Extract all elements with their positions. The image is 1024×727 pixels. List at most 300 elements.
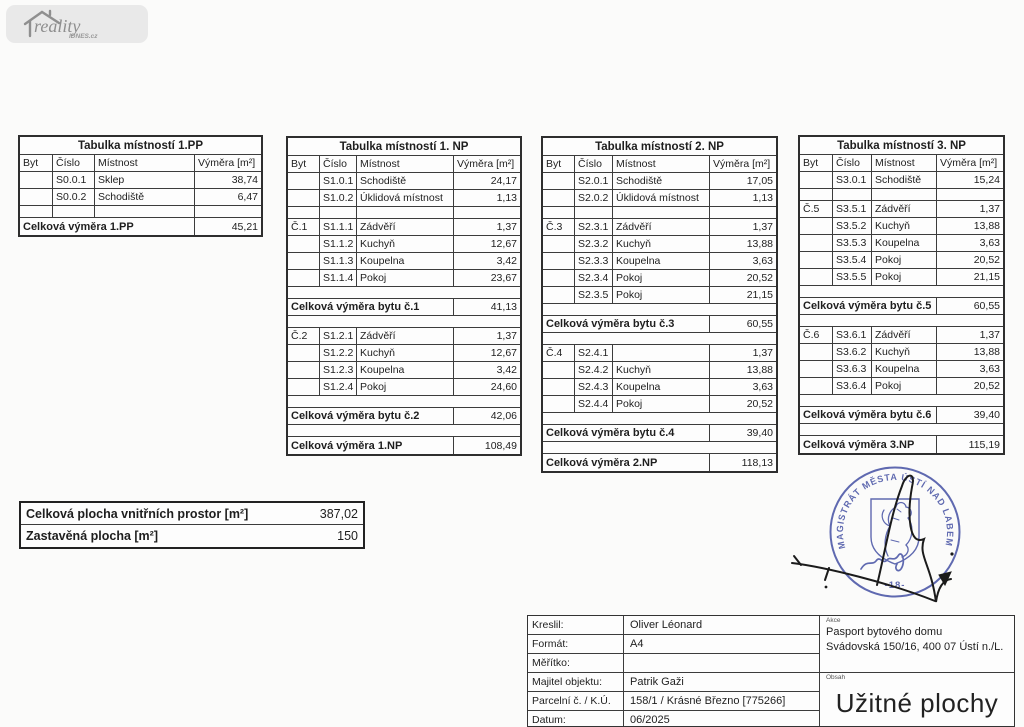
cell-mistnost xyxy=(872,189,937,200)
cell-cislo: S3.6.1 xyxy=(833,327,872,343)
col-header-vymera: Výměra [m²] xyxy=(713,158,771,170)
cell-byt xyxy=(800,235,833,251)
cell-cislo: S2.4.2 xyxy=(575,362,613,378)
field-row xyxy=(528,673,819,692)
cell-cislo: S1.2.4 xyxy=(320,379,357,395)
cell-vymera xyxy=(710,207,776,218)
cell-mistnost: Koupelna xyxy=(613,379,710,395)
cell-vymera: 13,88 xyxy=(973,220,1000,232)
table-title-row xyxy=(20,137,261,155)
table-title-row xyxy=(543,138,776,156)
footer-row xyxy=(543,316,776,333)
cell-cislo: S1.2.1 xyxy=(320,328,357,344)
col-header-mistnost: Místnost xyxy=(95,155,195,171)
cell-vymera: 21,15 xyxy=(973,271,1000,283)
logo-subtext: IDNES.cz xyxy=(69,33,98,40)
room-row xyxy=(543,236,776,253)
cell-byt xyxy=(20,206,53,217)
cell-mistnost: Koupelna xyxy=(613,253,710,269)
table-title: Tabulka místností 2. NP xyxy=(595,140,724,153)
cell-cislo: S1.0.1 xyxy=(320,173,357,189)
cell-cislo: S1.1.1 xyxy=(320,219,357,235)
cell-mistnost: Schodiště xyxy=(357,173,454,189)
col-header-mistnost: Místnost xyxy=(872,155,937,171)
room-row xyxy=(288,345,520,362)
cell-mistnost: Koupelna xyxy=(872,361,937,377)
cell-byt xyxy=(800,344,833,360)
col-header-cislo: Číslo xyxy=(320,156,357,172)
cell-cislo: S3.5.4 xyxy=(833,252,872,268)
logo-graphic xyxy=(17,8,137,40)
cell-byt: Č.2 xyxy=(288,328,320,344)
cell-mistnost: Schodiště xyxy=(613,173,710,189)
field-label: Majitel objektu: xyxy=(528,673,624,691)
summary-table xyxy=(19,501,365,549)
stamp-ring-text: MAGISTRÁT MĚSTA ÚSTÍ NAD LABEM xyxy=(834,472,956,550)
spacer-row xyxy=(288,396,520,408)
spacer-cell xyxy=(288,425,520,436)
col-header-mistnost: Místnost xyxy=(613,156,710,172)
col-header-cislo: Číslo xyxy=(833,155,872,171)
cell-byt: Č.4 xyxy=(543,345,575,361)
cell-mistnost: Pokoj xyxy=(613,287,710,303)
cell-cislo: S1.1.4 xyxy=(320,270,357,286)
cell-cislo: S3.5.5 xyxy=(833,269,872,285)
project-section xyxy=(820,616,1014,673)
cell-mistnost xyxy=(613,207,710,218)
cell-byt xyxy=(288,345,320,361)
cell-byt xyxy=(288,362,320,378)
field-label: Formát: xyxy=(528,635,624,653)
cell-mistnost: Pokoj xyxy=(357,270,454,286)
room-row xyxy=(543,270,776,287)
spacer-cell xyxy=(288,287,520,298)
empty-row xyxy=(543,207,776,219)
room-row xyxy=(800,327,1003,344)
cell-mistnost: Koupelna xyxy=(357,253,454,269)
col-header-byt: Byt xyxy=(543,156,575,172)
cell-byt: Č.6 xyxy=(800,327,833,343)
col-header-cislo: Číslo xyxy=(575,156,613,172)
cell-mistnost: Schodiště xyxy=(872,172,937,188)
spacer-cell xyxy=(288,316,520,327)
footer-label: Celková výměra bytu č.1 xyxy=(288,299,454,315)
cell-mistnost: Koupelna xyxy=(357,362,454,378)
footer-value: 41,13 xyxy=(490,301,517,313)
room-row xyxy=(800,172,1003,189)
cell-mistnost: Kuchyň xyxy=(357,345,454,361)
cell-cislo: S2.3.4 xyxy=(575,270,613,286)
cell-vymera: 6,47 xyxy=(237,191,258,203)
cell-byt xyxy=(543,270,575,286)
cell-mistnost: Pokoj xyxy=(872,378,937,394)
content-title: Užitné plochy xyxy=(835,688,999,718)
footer-label: Celková výměra bytu č.6 xyxy=(800,407,937,423)
cell-cislo xyxy=(53,206,95,217)
floor-table-1pp xyxy=(18,135,263,237)
cell-vymera xyxy=(195,206,261,217)
cell-byt: Č.1 xyxy=(288,219,320,235)
footer-value: 108,49 xyxy=(484,439,517,452)
cell-vymera: 1,37 xyxy=(752,347,773,359)
room-row xyxy=(288,270,520,287)
cell-cislo: S0.0.2 xyxy=(53,189,95,205)
cell-mistnost: Zádvěří xyxy=(872,201,937,217)
field-value: Patrik Gaži xyxy=(630,676,684,688)
cell-byt xyxy=(288,379,320,395)
cell-cislo: S1.1.3 xyxy=(320,253,357,269)
cell-vymera: 3,63 xyxy=(752,255,773,267)
spacer-row xyxy=(543,413,776,425)
title-block xyxy=(527,615,1015,727)
spacer-row xyxy=(288,287,520,299)
spacer-row xyxy=(288,425,520,437)
room-row xyxy=(800,269,1003,286)
cell-mistnost: Sklep xyxy=(95,172,195,188)
summary-row xyxy=(21,503,363,525)
cell-cislo: S3.5.3 xyxy=(833,235,872,251)
spacer-row xyxy=(543,304,776,316)
room-row xyxy=(288,173,520,190)
field-label: Kreslil: xyxy=(528,616,624,634)
field-label: Datum: xyxy=(528,711,624,727)
room-row xyxy=(543,396,776,413)
footer-label: Celková výměra bytu č.4 xyxy=(543,425,710,441)
cell-cislo: S3.0.1 xyxy=(833,172,872,188)
cell-byt xyxy=(288,173,320,189)
cell-vymera: 17,05 xyxy=(746,175,773,187)
spacer-cell xyxy=(543,333,776,344)
room-row xyxy=(543,219,776,236)
room-row xyxy=(800,252,1003,269)
room-row xyxy=(800,235,1003,252)
room-row xyxy=(288,190,520,207)
footer-row xyxy=(288,408,520,425)
summary-label: Zastavěná plocha [m²] xyxy=(26,529,158,543)
cell-vymera: 1,37 xyxy=(496,330,517,342)
cell-mistnost: Pokoj xyxy=(357,379,454,395)
cell-vymera: 15,24 xyxy=(973,174,1000,186)
cell-byt xyxy=(543,287,575,303)
cell-cislo xyxy=(833,189,872,200)
room-row xyxy=(800,201,1003,218)
cell-byt xyxy=(543,207,575,218)
table-title: Tabulka místností 1.PP xyxy=(77,139,204,152)
cell-byt xyxy=(543,396,575,412)
room-row xyxy=(543,173,776,190)
cell-cislo: S2.4.4 xyxy=(575,396,613,412)
cell-vymera: 20,52 xyxy=(973,380,1000,392)
room-row xyxy=(543,287,776,304)
room-row xyxy=(543,362,776,379)
cell-byt xyxy=(800,172,833,188)
footer-row xyxy=(20,218,261,235)
cell-byt xyxy=(543,362,575,378)
cell-byt xyxy=(288,270,320,286)
col-header-byt: Byt xyxy=(20,155,53,171)
cell-mistnost: Kuchyň xyxy=(872,344,937,360)
akce-label: Akce xyxy=(826,617,841,624)
cell-byt xyxy=(543,253,575,269)
title-block-fields xyxy=(528,616,819,726)
cell-cislo: S2.0.2 xyxy=(575,190,613,206)
spacer-cell xyxy=(543,413,776,424)
cell-vymera: 23,67 xyxy=(490,272,517,284)
field-label: Měřítko: xyxy=(528,654,624,672)
spacer-row xyxy=(543,333,776,345)
cell-vymera: 3,63 xyxy=(979,363,1000,375)
cell-mistnost xyxy=(613,345,710,361)
official-stamp xyxy=(785,452,1015,617)
field-row xyxy=(528,616,819,635)
room-row xyxy=(288,253,520,270)
cell-mistnost: Koupelna xyxy=(872,235,937,251)
spacer-row xyxy=(800,395,1003,407)
cell-vymera: 1,13 xyxy=(752,192,773,204)
table-header-row xyxy=(543,156,776,173)
stamp-number: -18- xyxy=(884,580,906,591)
cell-vymera: 13,88 xyxy=(973,346,1000,358)
table-header-row xyxy=(20,155,261,172)
cell-vymera: 3,42 xyxy=(496,364,517,376)
spacer-row xyxy=(288,316,520,328)
spacer-row xyxy=(800,424,1003,436)
footer-row xyxy=(543,454,776,471)
room-row xyxy=(288,362,520,379)
cell-cislo: S3.6.3 xyxy=(833,361,872,377)
cell-mistnost: Schodiště xyxy=(95,189,195,205)
footer-value: 39,40 xyxy=(973,409,1000,421)
cell-cislo: S3.6.4 xyxy=(833,378,872,394)
footer-value: 60,55 xyxy=(973,300,1000,312)
footer-label: Celková výměra 3.NP xyxy=(800,436,937,453)
cell-byt xyxy=(800,218,833,234)
cell-byt xyxy=(543,236,575,252)
cell-mistnost: Kuchyň xyxy=(357,236,454,252)
footer-label: Celková výměra bytu č.5 xyxy=(800,298,937,314)
cell-vymera: 3,63 xyxy=(752,381,773,393)
cell-byt xyxy=(20,172,53,188)
cell-cislo: S1.1.2 xyxy=(320,236,357,252)
room-row xyxy=(543,345,776,362)
field-value xyxy=(624,654,819,672)
cell-vymera: 1,37 xyxy=(979,203,1000,215)
footer-row xyxy=(800,407,1003,424)
empty-row xyxy=(20,206,261,218)
footer-value: 115,19 xyxy=(968,438,1000,451)
cell-cislo: S2.0.1 xyxy=(575,173,613,189)
footer-row xyxy=(288,437,520,454)
col-header-mistnost: Místnost xyxy=(357,156,454,172)
cell-cislo: S3.5.2 xyxy=(833,218,872,234)
room-row xyxy=(288,219,520,236)
spacer-row xyxy=(800,315,1003,327)
spacer-cell xyxy=(800,315,1003,326)
cell-cislo: S2.3.5 xyxy=(575,287,613,303)
cell-vymera: 3,63 xyxy=(979,237,1000,249)
col-header-cislo: Číslo xyxy=(53,155,95,171)
footer-label: Celková výměra bytu č.2 xyxy=(288,408,454,424)
cell-byt xyxy=(800,378,833,394)
cell-mistnost: Pokoj xyxy=(613,270,710,286)
cell-byt xyxy=(288,236,320,252)
room-row xyxy=(543,253,776,270)
cell-byt xyxy=(20,189,53,205)
col-header-vymera: Výměra [m²] xyxy=(940,157,998,169)
cell-vymera: 20,52 xyxy=(973,254,1000,266)
cell-byt xyxy=(800,269,833,285)
room-row xyxy=(20,172,261,189)
cell-vymera xyxy=(454,207,520,218)
cell-cislo: S3.5.1 xyxy=(833,201,872,217)
spacer-row xyxy=(543,442,776,454)
title-block-right xyxy=(819,616,1014,726)
cell-vymera: 1,37 xyxy=(496,221,517,233)
col-header-byt: Byt xyxy=(800,155,833,171)
cell-byt xyxy=(543,379,575,395)
cell-mistnost: Pokoj xyxy=(872,269,937,285)
floor-table-1np xyxy=(286,136,522,456)
cell-mistnost: Kuchyň xyxy=(613,362,710,378)
cell-mistnost: Kuchyň xyxy=(613,236,710,252)
table-title: Tabulka místností 3. NP xyxy=(837,139,966,152)
table-title: Tabulka místností 1. NP xyxy=(339,140,469,153)
footer-value: 39,40 xyxy=(746,427,773,439)
cell-mistnost: Kuchyň xyxy=(872,218,937,234)
footer-label: Celková výměra bytu č.3 xyxy=(543,316,710,332)
footer-value: 45,21 xyxy=(231,220,258,233)
spacer-cell xyxy=(800,424,1003,435)
cell-cislo: S2.3.1 xyxy=(575,219,613,235)
cell-vymera: 1,37 xyxy=(752,221,773,233)
spacer-row xyxy=(800,286,1003,298)
cell-cislo: S2.3.2 xyxy=(575,236,613,252)
cell-byt: Č.5 xyxy=(800,201,833,217)
cell-vymera: 38,74 xyxy=(231,174,258,186)
cell-byt xyxy=(288,253,320,269)
cell-vymera: 24,60 xyxy=(490,381,517,393)
cell-cislo: S2.4.1 xyxy=(575,345,613,361)
empty-row xyxy=(288,207,520,219)
spacer-cell xyxy=(543,304,776,315)
footer-row xyxy=(543,425,776,442)
room-row xyxy=(800,378,1003,395)
cell-cislo: S2.3.3 xyxy=(575,253,613,269)
cell-vymera: 3,42 xyxy=(496,255,517,267)
footer-value: 60,55 xyxy=(746,318,773,330)
field-row xyxy=(528,635,819,654)
cell-cislo: S1.2.2 xyxy=(320,345,357,361)
col-header-vymera: Výměra [m²] xyxy=(198,157,256,169)
cell-vymera: 1,37 xyxy=(979,329,1000,341)
cell-byt xyxy=(543,190,575,206)
logo-text: reality xyxy=(34,16,81,36)
cell-vymera: 13,88 xyxy=(746,238,773,250)
summary-value: 387,02 xyxy=(319,506,358,521)
spacer-cell xyxy=(288,396,520,407)
table-header-row xyxy=(800,155,1003,172)
cell-cislo: S0.0.1 xyxy=(53,172,95,188)
cell-mistnost: Zádvěří xyxy=(613,219,710,235)
field-label: Parcelní č. / K.Ú. xyxy=(528,692,624,710)
cell-vymera: 21,15 xyxy=(746,289,773,301)
room-row xyxy=(288,379,520,396)
field-value: 158/1 / Krásné Březno [775266] xyxy=(630,695,786,707)
cell-byt xyxy=(543,173,575,189)
table-title-row xyxy=(288,138,520,156)
cell-byt xyxy=(800,189,833,200)
table-title-row xyxy=(800,137,1003,155)
project-title: Pasport bytového domu xyxy=(826,626,943,638)
cell-mistnost: Úklidová místnost xyxy=(357,190,454,206)
table-header-row xyxy=(288,156,520,173)
cell-vymera: 12,67 xyxy=(490,347,517,359)
obsah-label: Obsah xyxy=(826,674,846,681)
field-row xyxy=(528,692,819,711)
footer-row xyxy=(800,298,1003,315)
cell-mistnost xyxy=(357,207,454,218)
field-row xyxy=(528,654,819,673)
footer-value: 42,06 xyxy=(490,410,517,422)
floor-table-2np xyxy=(541,136,778,473)
cell-vymera: 13,88 xyxy=(746,364,773,376)
col-header-vymera: Výměra [m²] xyxy=(457,158,515,170)
room-row xyxy=(800,218,1003,235)
spacer-cell xyxy=(800,395,1003,406)
footer-label: Celková výměra 2.NP xyxy=(543,454,710,471)
field-value: Oliver Léonard xyxy=(630,619,703,631)
field-value: 06/2025 xyxy=(630,714,670,726)
spacer-cell xyxy=(543,442,776,453)
room-row xyxy=(800,344,1003,361)
room-row xyxy=(288,328,520,345)
cell-byt xyxy=(288,190,320,206)
cell-cislo: S2.4.3 xyxy=(575,379,613,395)
cell-byt: Č.3 xyxy=(543,219,575,235)
cell-vymera: 12,67 xyxy=(490,238,517,250)
cell-vymera: 1,13 xyxy=(496,192,517,204)
cell-cislo xyxy=(320,207,357,218)
cell-vymera: 20,52 xyxy=(746,272,773,284)
col-header-byt: Byt xyxy=(288,156,320,172)
room-row xyxy=(800,361,1003,378)
cell-mistnost: Zádvěří xyxy=(872,327,937,343)
room-row xyxy=(20,189,261,206)
cell-mistnost: Pokoj xyxy=(613,396,710,412)
cell-mistnost: Pokoj xyxy=(872,252,937,268)
cell-mistnost xyxy=(95,206,195,217)
footer-row xyxy=(288,299,520,316)
content-section xyxy=(820,673,1014,726)
cell-vymera: 20,52 xyxy=(746,398,773,410)
cell-cislo xyxy=(575,207,613,218)
reality-idnes-logo xyxy=(6,5,148,43)
footer-label: Celková výměra 1.NP xyxy=(288,437,454,454)
cell-mistnost: Zádvěří xyxy=(357,328,454,344)
empty-row xyxy=(800,189,1003,201)
footer-value: 118,13 xyxy=(741,456,773,469)
cell-cislo: S1.2.3 xyxy=(320,362,357,378)
field-value: A4 xyxy=(630,638,644,650)
cell-vymera xyxy=(937,189,1003,200)
cell-cislo: S3.6.2 xyxy=(833,344,872,360)
summary-label: Celková plocha vnitřních prostor [m²] xyxy=(26,506,249,521)
project-address: Svádovská 150/16, 400 07 Ústí n./L. xyxy=(826,641,1004,653)
summary-row xyxy=(21,525,363,547)
cell-byt xyxy=(288,207,320,218)
cell-mistnost: Úklidová místnost xyxy=(613,190,710,206)
room-row xyxy=(543,379,776,396)
